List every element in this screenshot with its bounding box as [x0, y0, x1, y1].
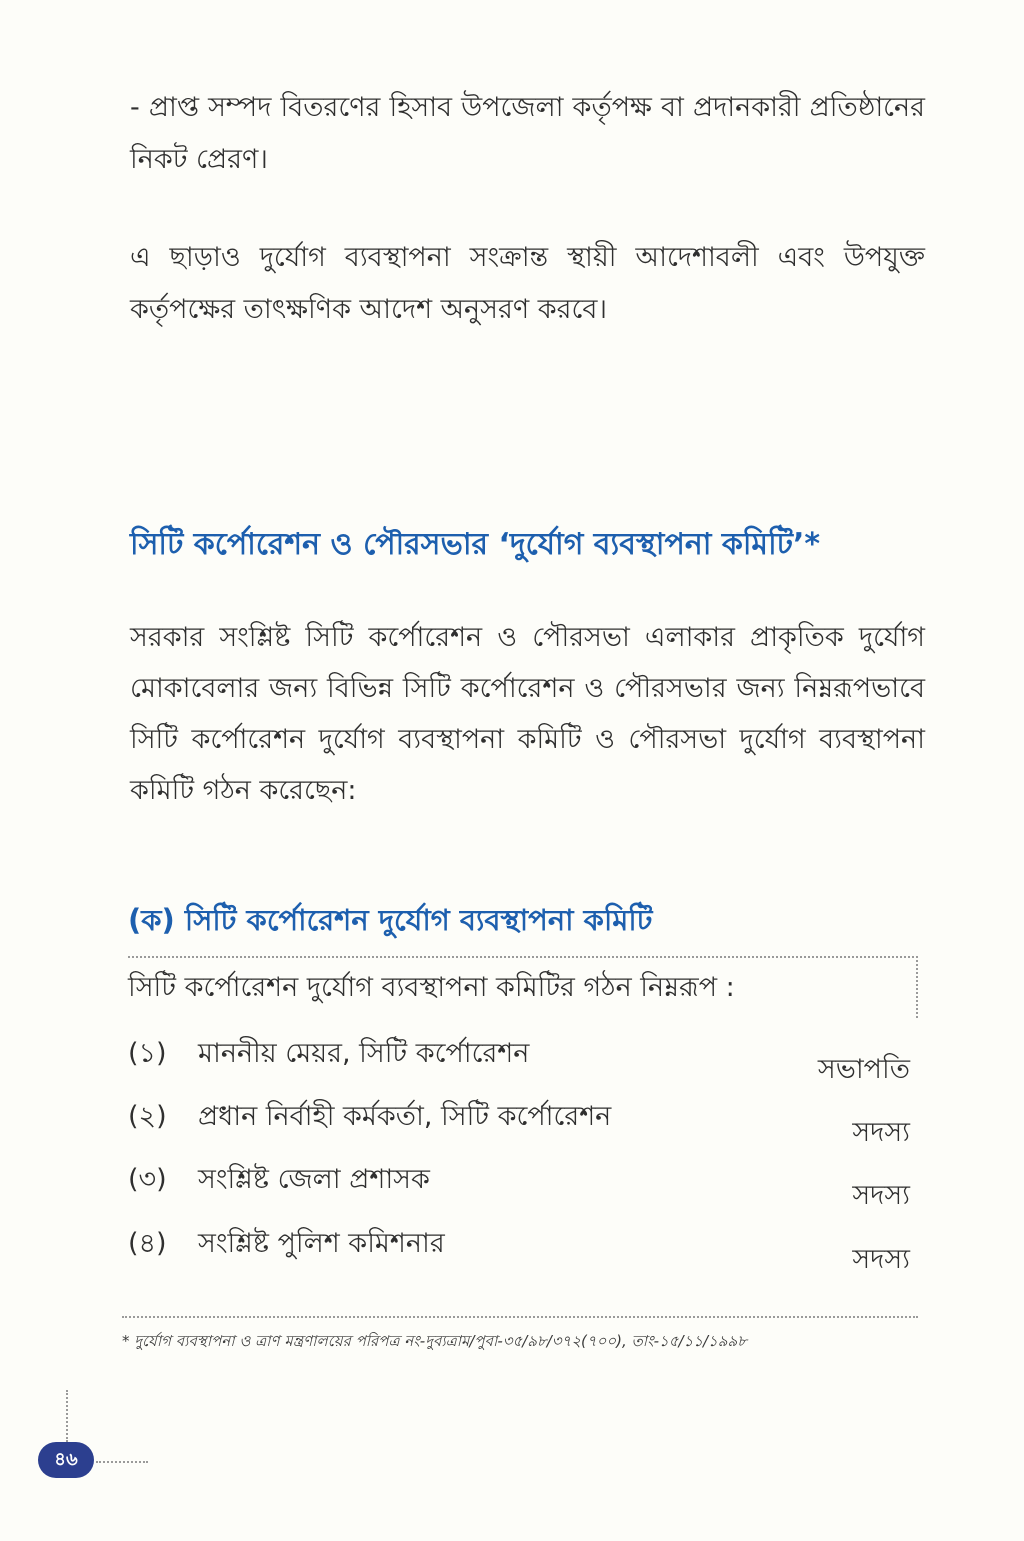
- margin-guide: [66, 1390, 68, 1442]
- section-divider: [128, 956, 918, 958]
- member-number: (৩): [128, 1164, 167, 1195]
- member-name: মাননীয় মেয়র, সিটি কর্পোরেশন: [198, 1038, 530, 1069]
- main-heading: সিটি কর্পোরেশন ও পৌরসভার ‘দুর্যোগ ব্যবস্থাপনা কমিটি’*: [130, 527, 821, 562]
- member-number: (১): [128, 1038, 167, 1069]
- sub-heading: (ক) সিটি কর্পোরেশন দুর্যোগ ব্যবস্থাপনা কমিটি: [128, 903, 653, 937]
- section-divider-right: [916, 956, 918, 1018]
- committee-intro: সিটি কর্পোরেশন দুর্যোগ ব্যবস্থাপনা কমিটির গঠন নিম্নরূপ :: [128, 972, 735, 1003]
- member-role: সদস্য: [852, 1180, 910, 1211]
- member-role: সদস্য: [852, 1244, 910, 1275]
- footnote: * দুর্যোগ ব্যবস্থাপনা ও ত্রাণ মন্ত্রণালয়ের পরিপত্র নং-দুব্যত্রাম/পুবা-৩৫/৯৮/৩৭২(৭০০), তাং-১৫/১১/১৯৯৮: [122, 1332, 747, 1350]
- member-row: [128, 1096, 910, 1148]
- footnote-divider: [122, 1316, 918, 1318]
- member-name: প্রধান নির্বাহী কর্মকর্তা, সিটি কর্পোরেশন: [198, 1101, 612, 1132]
- member-row: [128, 1223, 910, 1275]
- body-paragraph: সরকার সংশ্লিষ্ট সিটি কর্পোরেশন ও পৌরসভা এলাকার প্রাকৃতিক দুর্যোগ মোকাবেলার জন্য বিভিন্ন সিটি কর্পোরেশন ও পৌরসভার জন্য নিম্নরূপভাবে সিটি কর্পোরেশন দুর্যোগ ব্যবস্থাপনা কমিটি ও পৌরসভা দুর্যোগ ব্যবস্থাপনা কমিটি গঠন করেছেন:: [130, 622, 925, 806]
- intro-paragraph: - প্রাপ্ত সম্পদ বিতরণের হিসাব উপজেলা কর্তৃপক্ষ বা প্রদানকারী প্রতিষ্ঠানের নিকট প্রেরণ।: [130, 92, 925, 175]
- member-name: সংশ্লিষ্ট জেলা প্রশাসক: [198, 1164, 430, 1195]
- order-paragraph: এ ছাড়াও দুর্যোগ ব্যবস্থাপনা সংক্রান্ত স্থায়ী আদেশাবলী এবং উপযুক্ত কর্তৃপক্ষের তাৎক্ষণিক আদেশ অনুসরণ করবে।: [130, 242, 925, 325]
- member-row: [128, 1159, 910, 1211]
- member-role: সভাপতি: [817, 1054, 910, 1085]
- member-number: (২): [128, 1101, 167, 1132]
- member-name: সংশ্লিষ্ট পুলিশ কমিশনার: [198, 1228, 445, 1259]
- member-row: [128, 1033, 910, 1085]
- page-number-badge: ৪৬: [38, 1442, 94, 1478]
- member-role: সদস্য: [852, 1117, 910, 1148]
- member-number: (৪): [128, 1228, 167, 1259]
- page-number-leader: [96, 1461, 148, 1463]
